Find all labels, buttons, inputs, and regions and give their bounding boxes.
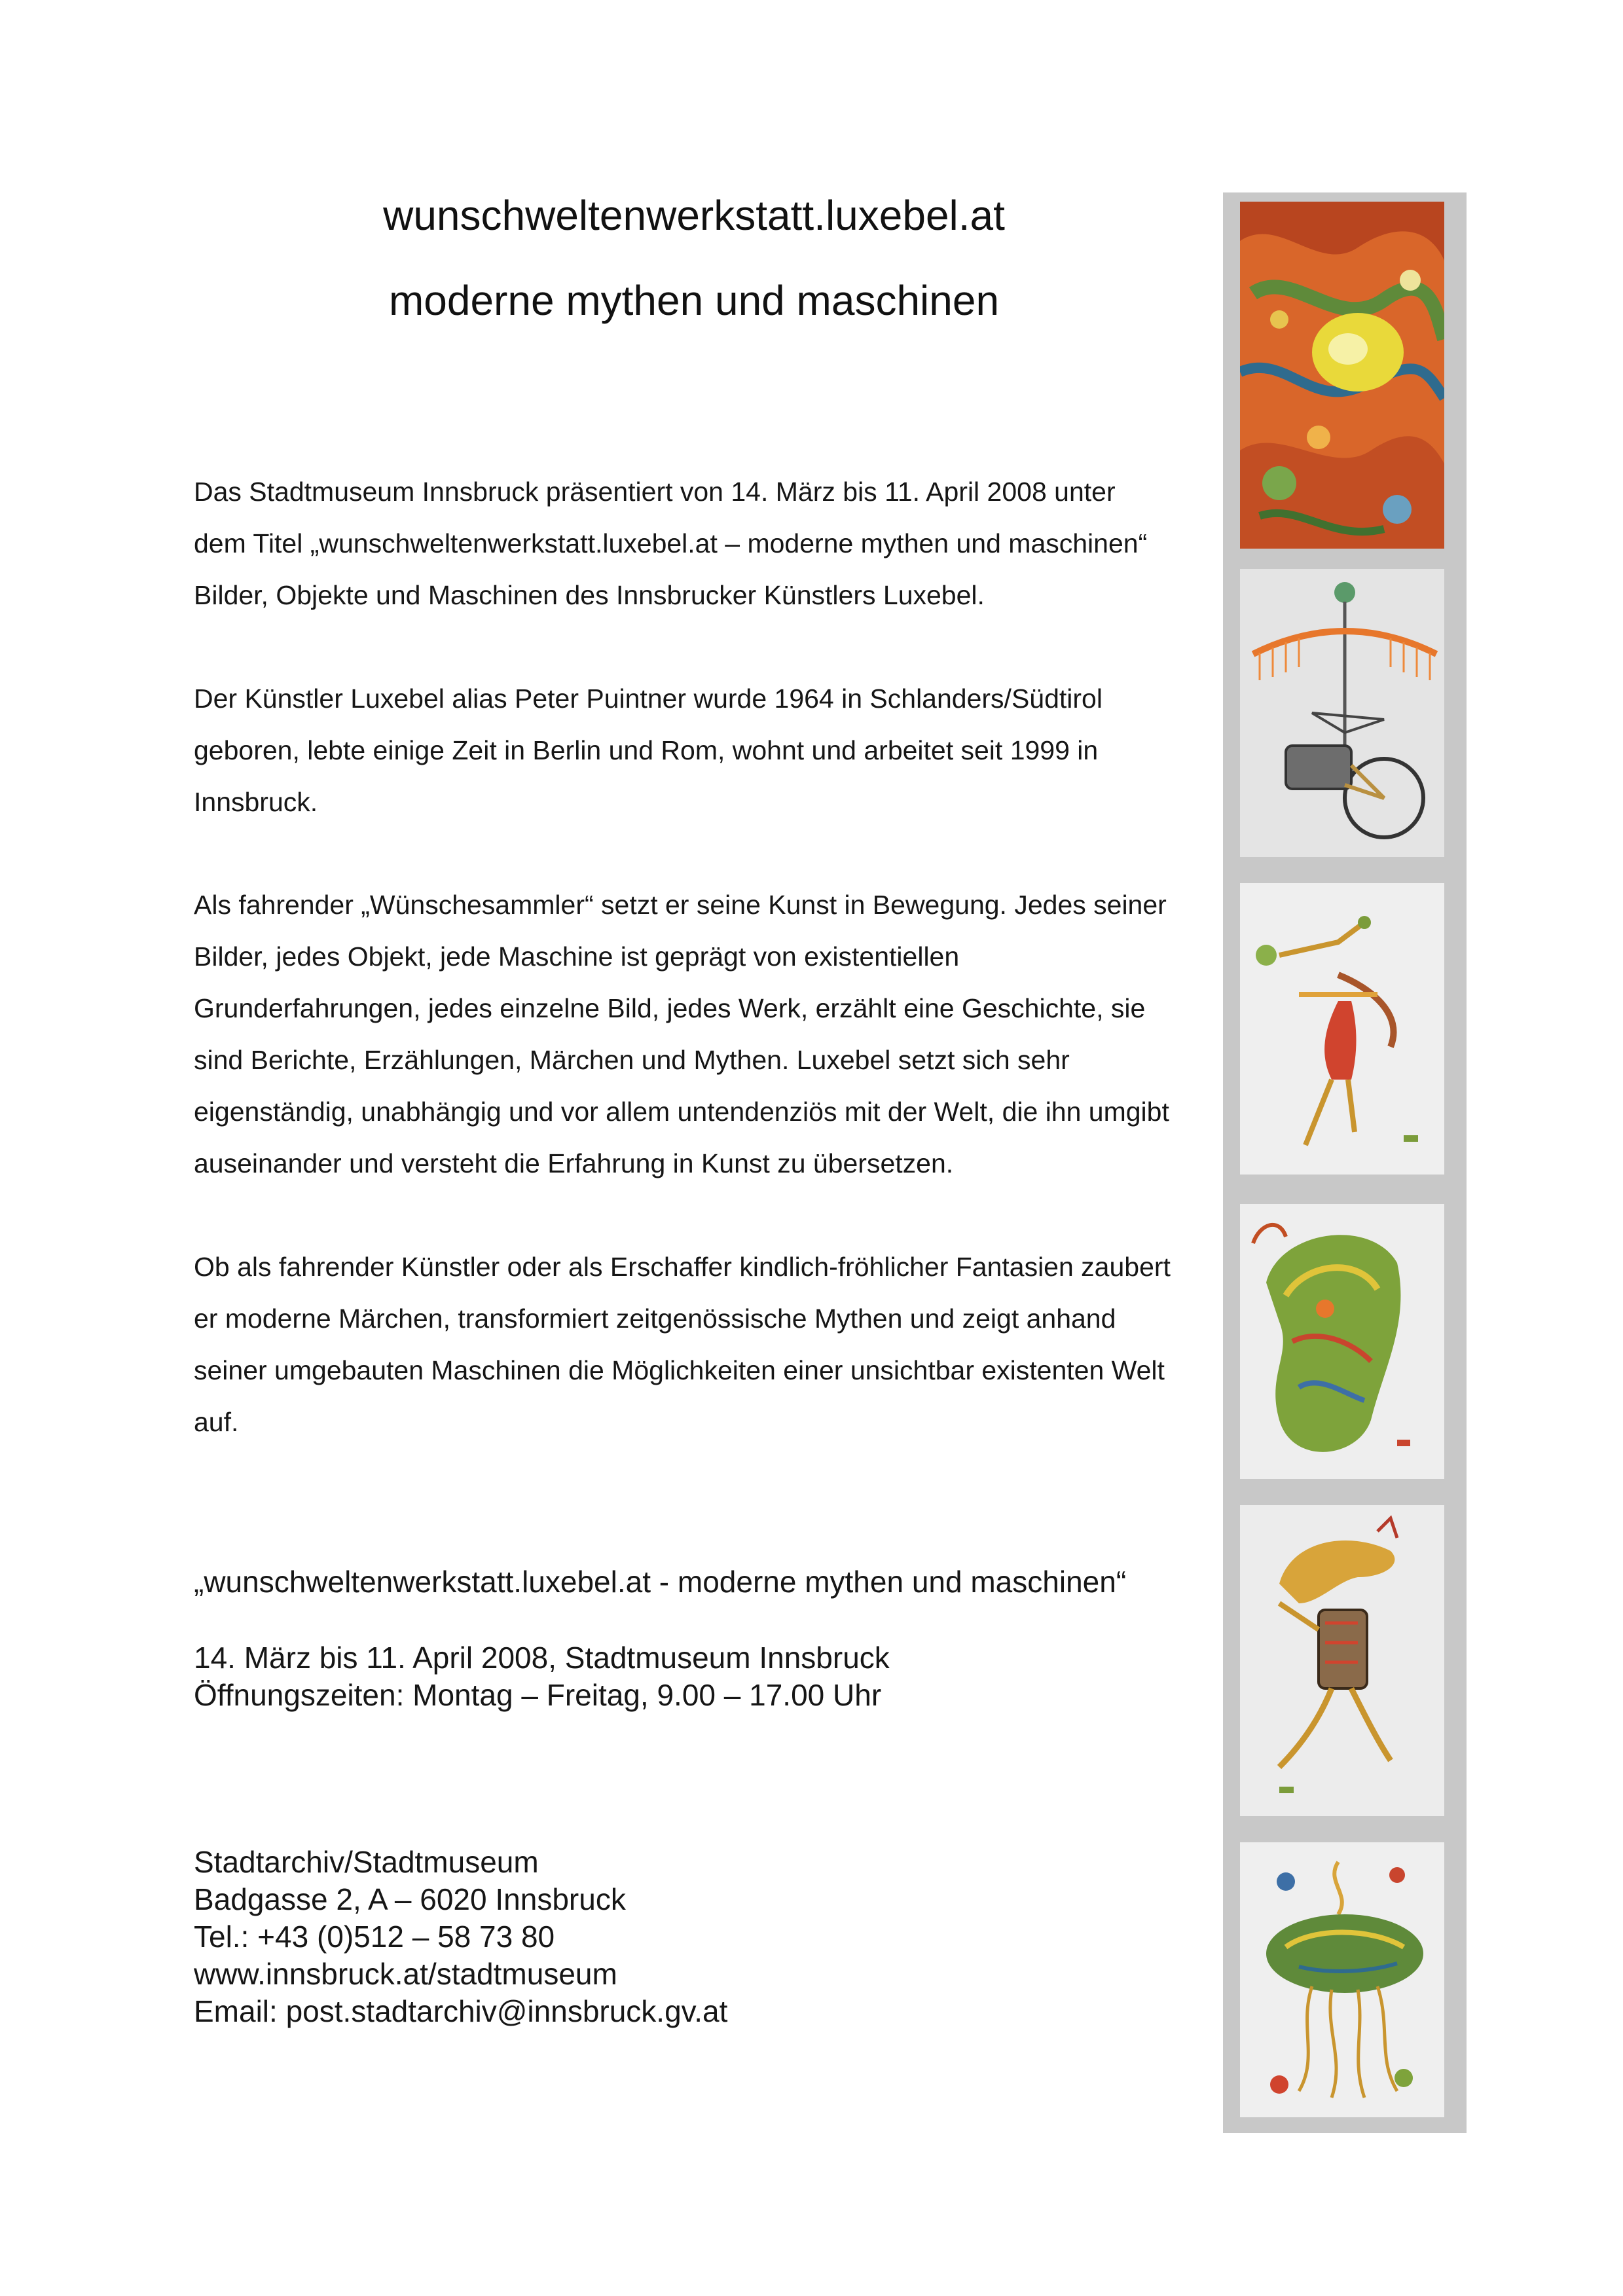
- contact-website[interactable]: www.innsbruck.at/stadtmuseum: [194, 1957, 617, 1991]
- text-line: Ob als fahrender Künstler oder als Erschaffer kindlich-fröhlicher Fantasien zaubert: [194, 1252, 1171, 1282]
- event-title: [194, 1563, 1126, 1601]
- text-line: auseinander und versteht die Erfahrung in Kunst zu übersetzen.: [194, 1148, 954, 1178]
- event-title-line: „wunschweltenwerkstatt.luxebel.at - moderne mythen und maschinen“: [194, 1565, 1127, 1599]
- text-line: er moderne Märchen, transformiert zeitgenössische Mythen und zeigt anhand: [194, 1303, 1116, 1334]
- text-line: Der Künstler Luxebel alias Peter Puintner wurde 1964 in Schlanders/Südtirol: [194, 683, 1103, 714]
- text-line: auf.: [194, 1407, 239, 1437]
- contact-block: [194, 1844, 727, 2030]
- artwork-description-paragraph: [194, 879, 1199, 1190]
- contact-address: Badgasse 2, A – 6020 Innsbruck: [194, 1882, 626, 1916]
- text-line: seiner umgebauten Maschinen die Möglichkeiten einer unsichtbar existenten Welt: [194, 1355, 1165, 1385]
- opening-hours: Öffnungszeiten: Montag – Freitag, 9.00 – 17.00 Uhr: [194, 1678, 882, 1712]
- text-line: Innsbruck.: [194, 787, 318, 817]
- contact-institution: Stadtarchiv/Stadtmuseum: [194, 1845, 539, 1879]
- green-creature-drawing-image: [1240, 1204, 1444, 1479]
- page-subtitle: moderne mythen und maschinen: [388, 277, 1000, 324]
- text-line: sind Berichte, Erzählungen, Märchen und Mythen. Luxebel setzt sich sehr: [194, 1045, 1070, 1075]
- text-line: geboren, lebte einige Zeit in Berlin und Rom, wohnt und arbeitet seit 1999 in: [194, 735, 1099, 765]
- text-line: Als fahrender „Wünschesammler“ setzt er seine Kunst in Bewegung. Jedes seiner: [194, 890, 1167, 920]
- page-title: wunschweltenwerkstatt.luxebel.at: [383, 192, 1005, 239]
- fantasy-paragraph: [194, 1241, 1199, 1448]
- event-info: [194, 1639, 890, 1714]
- text-line: Grunderfahrungen, jedes einzelne Bild, jedes Werk, erzählt eine Geschichte, sie: [194, 993, 1146, 1023]
- text-line: eigenständig, unabhängig und vor allem untendenziös mit der Welt, die ihn umgibt: [194, 1097, 1169, 1127]
- dancing-figure-drawing-image: [1240, 883, 1444, 1175]
- bicycle-machine-sculpture-image: [1240, 569, 1444, 857]
- text-line: Bilder, jedes Objekt, jede Maschine ist geprägt von existentiellen: [194, 941, 960, 972]
- text-line: Bilder, Objekte und Maschinen des Innsbrucker Künstlers Luxebel.: [194, 580, 985, 610]
- octopus-creature-drawing-image: [1240, 1842, 1444, 2117]
- artwork-gallery-column: [1223, 192, 1467, 2133]
- contact-email[interactable]: Email: post.stadtarchiv@innsbruck.gv.at: [194, 1994, 728, 2028]
- event-dates: 14. März bis 11. April 2008, Stadtmuseum Innsbruck: [194, 1641, 890, 1675]
- artist-bio-paragraph: [194, 673, 1199, 828]
- running-figure-drawing-image: [1240, 1505, 1444, 1816]
- colorful-abstract-painting-image: [1240, 202, 1444, 549]
- text-line: dem Titel „wunschweltenwerkstatt.luxebel.at – moderne mythen und maschinen“: [194, 528, 1148, 558]
- contact-phone: Tel.: +43 (0)512 – 58 73 80: [194, 1920, 555, 1954]
- intro-paragraph: [194, 466, 1199, 621]
- text-line: Das Stadtmuseum Innsbruck präsentiert von 14. März bis 11. April 2008 unter: [194, 477, 1116, 507]
